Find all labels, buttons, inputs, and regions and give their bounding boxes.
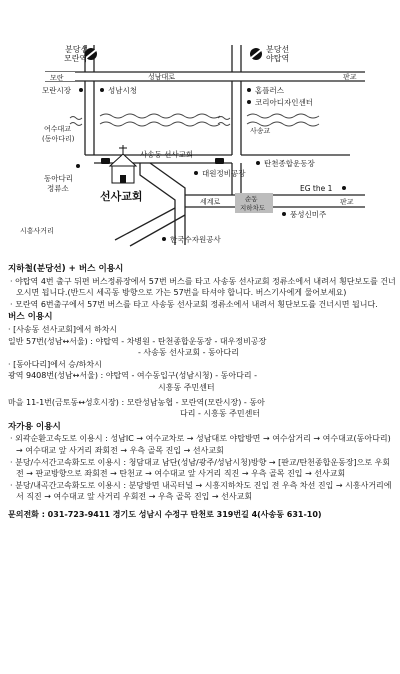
car-item-1: · 외곽순환고속도로 이용시 : 성남IC → 여수교차로 → 성남대로 야탑방면 → 여수삼거리 → 여수대교(동아다리) → 여수대교 앞 사거리 좌회전 → 우측 골목 진입 → 선사교회 [10, 434, 391, 455]
contact-info: 문의전화 : 031-723-9411 경기도 성남시 수정구 탄천로 319번길 4(사송동 631-10) [8, 509, 322, 519]
seongnam-daero-road [45, 72, 365, 81]
car-item-2: · 분당/수서간고속화도로 이용시 : 청담대교 남단(성남/광주/성남시청)방향 → [판교/탄천종합운동장]으로 우회전 → 판교방향으로 좌회전 → 탄천교 → 여수대교 앞 사거리 직진 → 우측 골목 진입 → 선사교회 [10, 457, 391, 479]
bus-route-3b: 다리 - 시흥동 주민센터 [180, 409, 261, 419]
poi-dot [100, 88, 104, 92]
station-yatap-line: 분당선 [266, 45, 290, 54]
poi-donga-2: 정류소 [47, 184, 69, 193]
poi-daewon-park: 대원정비공장 [202, 169, 246, 178]
bus-title: 버스 이용시 [8, 312, 53, 323]
road-label-pangyo-top: 판교 [343, 73, 357, 81]
poi-dot [194, 171, 198, 175]
right-vertical-road [232, 45, 241, 155]
road-label-seongnam-daero: 성남대로 [148, 73, 176, 81]
poi-yeosu-bridge-2: (동아다리) [42, 135, 75, 143]
poi-dot [342, 186, 346, 190]
church-name: 선사교회 [100, 190, 143, 203]
road-label-moran: 모란 [50, 74, 64, 82]
station-moran-name: 모란역 [64, 54, 88, 63]
subway-item-2: · 모란역 6번출구에서 57번 버스를 타고 사송동 선사교회 정류소에서 내려서 횡단보도를 건너시면 됩니다. [10, 299, 378, 309]
poi-siheung-junction: 시흥사거리 [20, 227, 54, 235]
subway-icon-yatap [250, 48, 262, 60]
poi-seongnam-cityhall: 성남시청 [108, 86, 137, 95]
river-waves [70, 114, 319, 126]
bus-route-2a: 광역 9408번(성남↔서울) : 야탑역 - 여수동입구(성남시청) - 동아다리 - [8, 371, 257, 381]
poi-sasongdong-seonsa: 사송동 선사교회 [140, 150, 194, 159]
subway-title: 지하철(분당선) + 버스 이용시 [8, 264, 124, 274]
poi-homeplus: 홈플러스 [255, 86, 284, 95]
car-title: 자가용 이용시 [8, 421, 61, 432]
poi-dot [247, 100, 251, 104]
underpass-label-2: 지하차도 [240, 204, 266, 212]
poi-songdong: 사송교 [250, 127, 271, 135]
poi-dot [282, 212, 286, 216]
station-moran-line: 분당선 [65, 45, 89, 54]
directions-section [8, 262, 396, 520]
poi-dot [76, 164, 80, 168]
poi-korea-water: 한국수자원공사 [170, 235, 221, 244]
bus-route-1a: 일반 57번(성남↔서울) : 야탑역 - 차병원 - 탄천종합운동장 - 대우정비공장 [8, 336, 267, 346]
poi-pungseong-mijoo: 풍성신미주 [290, 210, 327, 219]
poi-dot [247, 88, 251, 92]
poi-dot [162, 237, 166, 241]
poi-moran-market: 모란시장 [42, 86, 71, 95]
poi-tancheon-sports: 탄천종합운동장 [264, 159, 315, 168]
road-label-segyero: 세계로 [200, 198, 221, 206]
poi-yeosu-bridge-1: 여수대교 [44, 125, 72, 133]
road-label-pangyo-bottom: 판교 [340, 198, 354, 206]
poi-eg-the-1: EG the 1 [300, 184, 333, 193]
bus-route-1b: - 사송동 선사교회 - 동아다리 [138, 348, 239, 358]
poi-donga-1: 동아다리 [44, 174, 73, 183]
station-yatap-name: 야탑역 [266, 54, 290, 63]
church-icon [110, 145, 136, 183]
poi-dot [79, 88, 83, 92]
poi-dot [256, 161, 260, 165]
car-item-3: · 분당/내곡간고속화도로 이용시 : 분당방면 내곡터널 → 시흥지하차도 진입 전 우측 차선 진입 → 시흥사거리에서 직진 → 여수대교 앞 사거리 우회전 → 우측 골목 진입 → 선사교회 [10, 480, 392, 502]
bus-route-3a: 마을 11-1번(금토동↔성호시장) : 모란성남농협 - 모란역(모란시장) - 동아 [8, 397, 265, 407]
bus-route-2b: 시흥동 주민센터 [158, 382, 215, 392]
location-map [0, 0, 400, 258]
subway-item-1: · 야탑역 4번 출구 뒤편 버스정류장에서 57번 버스를 타고 사송동 선사교회 정류소에서 내려서 횡단보도를 건너오시면 됩니다.(반드시 세곡동 방향으로 가는 57번을 타셔야 합니다. 버스기사에게 물어보세요) [10, 276, 396, 298]
underpass-label-1: 순동 [245, 195, 258, 203]
poi-korea-design-center: 코리아디자인센터 [255, 98, 313, 107]
bus-stop-1: · [사송동 선사교회]에서 하차시 [8, 324, 118, 334]
bus-stop-2: · [동아다리]에서 승/하차시 [8, 359, 102, 369]
